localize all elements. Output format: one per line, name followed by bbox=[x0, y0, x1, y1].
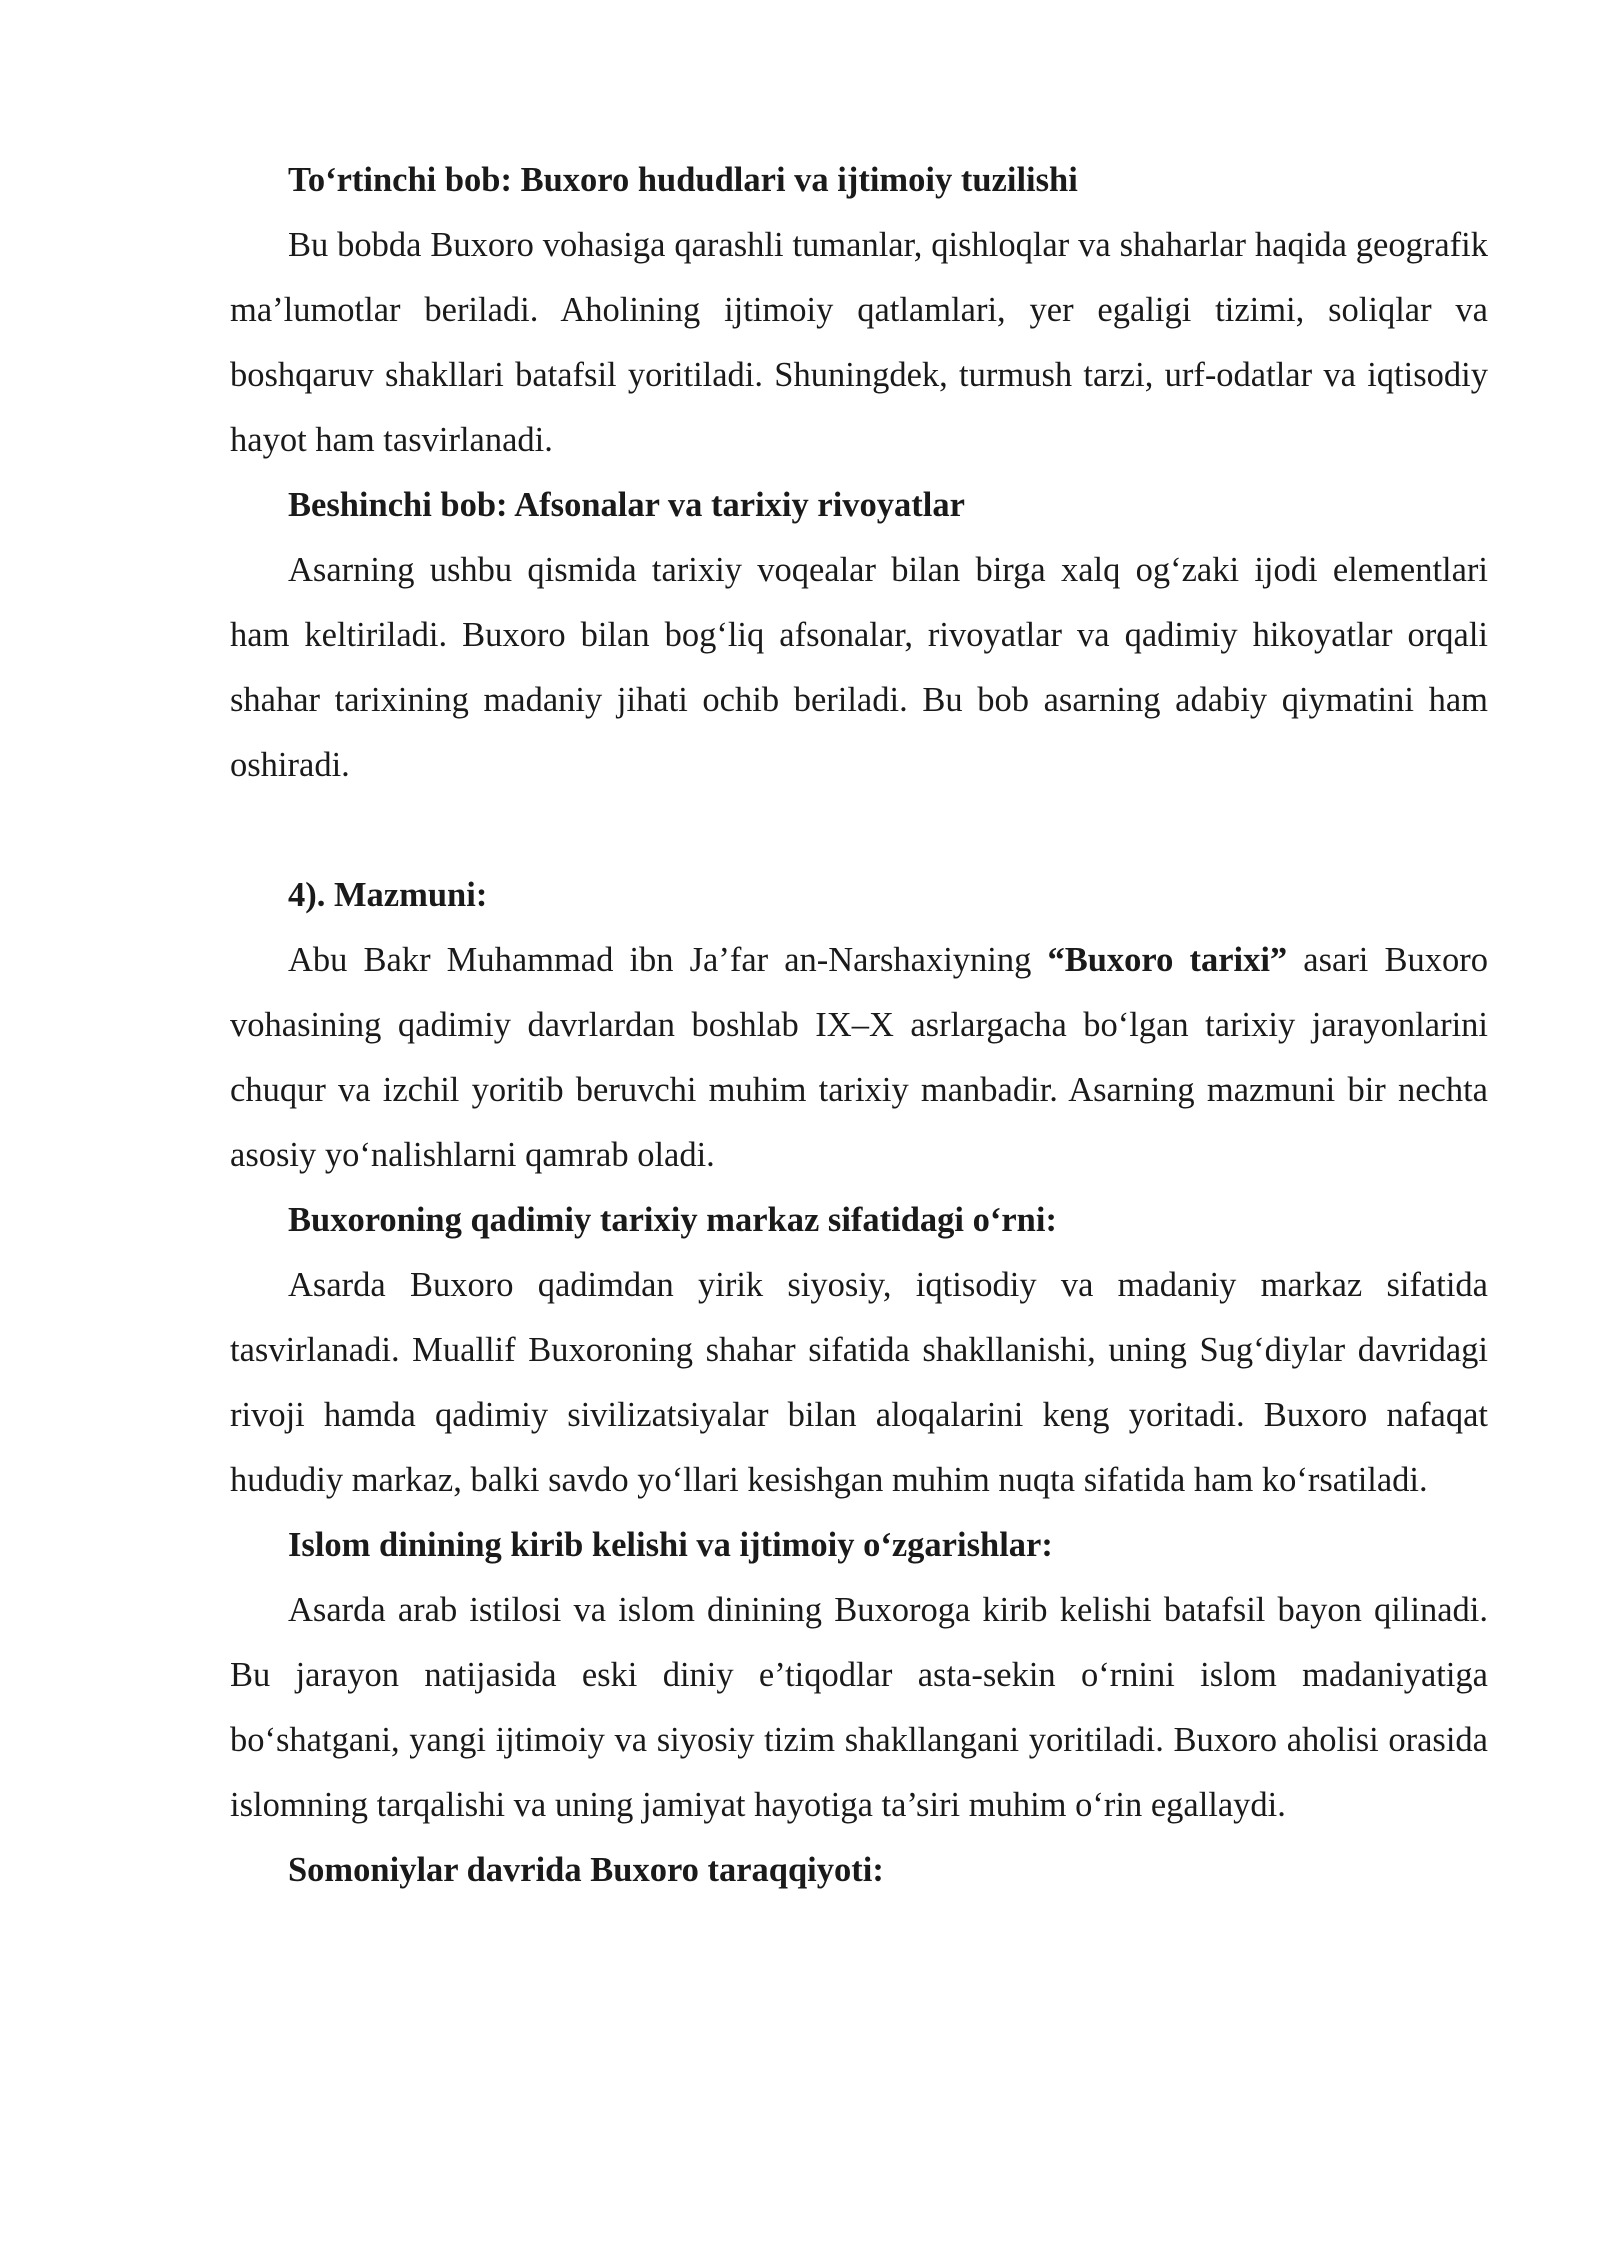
content-section-paragraph bbox=[230, 928, 1488, 1188]
book-title: “Buxoro tarixi” bbox=[1047, 941, 1288, 979]
historical-center-heading: Buxoroning qadimiy tarixiy markaz sifatidagi o‘rni: bbox=[288, 1201, 1057, 1239]
content-rest-text: asari Buxoro vohasining qadimiy davrlardan boshlab IX–X asrlargacha bo‘lgan tarixiy jarayonlarini chuqur va izchil yoritib beruvchi muhim tarixiy manbadir. Asarning mazmuni bir nechta asosiy yo‘nalishlarni qamrab oladi. bbox=[230, 941, 1488, 1174]
content-section-heading: 4). Mazmuni: bbox=[288, 876, 488, 914]
document-body bbox=[230, 148, 1488, 1903]
islam-paragraph: Asarda arab istilosi va islom dinining Buxoroga kirib kelishi batafsil bayon qilinadi. Bu jarayon natijasida eski diniy e’tiqodlar asta-sekin o‘rnini islom madaniyatiga bo‘shatgani, yangi ijtimoiy va siyosiy tizim shakllangani yoritiladi. Buxoro aholisi orasida islomning tarqalishi va uning jamiyat hayotiga ta’siri muhim o‘rin egallaydi. bbox=[230, 1591, 1488, 1824]
chapter-5-paragraph: Asarning ushbu qismida tarixiy voqealar bilan birga xalq og‘zaki ijodi elementlari ham keltiriladi. Buxoro bilan bog‘liq afsonalar, rivoyatlar va qadimiy hikoyatlar orqali shahar tarixining madaniy jihati ochib beriladi. Bu bob asarning adabiy qiymatini ham oshiradi. bbox=[230, 551, 1488, 784]
historical-center-paragraph: Asarda Buxoro qadimdan yirik siyosiy, iqtisodiy va madaniy markaz sifatida tasvirlanadi. Muallif Buxoroning shahar sifatida shakllanishi, uning Sug‘diylar davridagi rivoji hamda qadimiy sivilizatsiyalar bilan aloqalarini keng yoritadi. Buxoro nafaqat hududiy markaz, balki savdo yo‘llari kesishgan muhim nuqta sifatida ham ko‘rsatiladi. bbox=[230, 1266, 1488, 1499]
samanids-heading: Somoniylar davrida Buxoro taraqqiyoti: bbox=[288, 1851, 884, 1889]
blank-line bbox=[230, 798, 1488, 863]
chapter-5-heading: Beshinchi bob: Afsonalar va tarixiy rivoyatlar bbox=[288, 486, 965, 524]
chapter-4-heading: To‘rtinchi bob: Buxoro hududlari va ijtimoiy tuzilishi bbox=[288, 161, 1078, 199]
chapter-4-paragraph: Bu bobda Buxoro vohasiga qarashli tumanlar, qishloqlar va shaharlar haqida geografik ma’lumotlar beriladi. Aholining ijtimoiy qatlamlari, yer egaligi tizimi, soliqlar va boshqaruv shakllari batafsil yoritiladi. Shuningdek, turmush tarzi, urf-odatlar va iqtisodiy hayot ham tasvirlanadi. bbox=[230, 226, 1488, 459]
islam-heading: Islom dinining kirib kelishi va ijtimoiy o‘zgarishlar: bbox=[288, 1526, 1053, 1564]
content-intro-text: Abu Bakr Muhammad ibn Ja’far an-Narshaxiyning bbox=[288, 941, 1048, 979]
